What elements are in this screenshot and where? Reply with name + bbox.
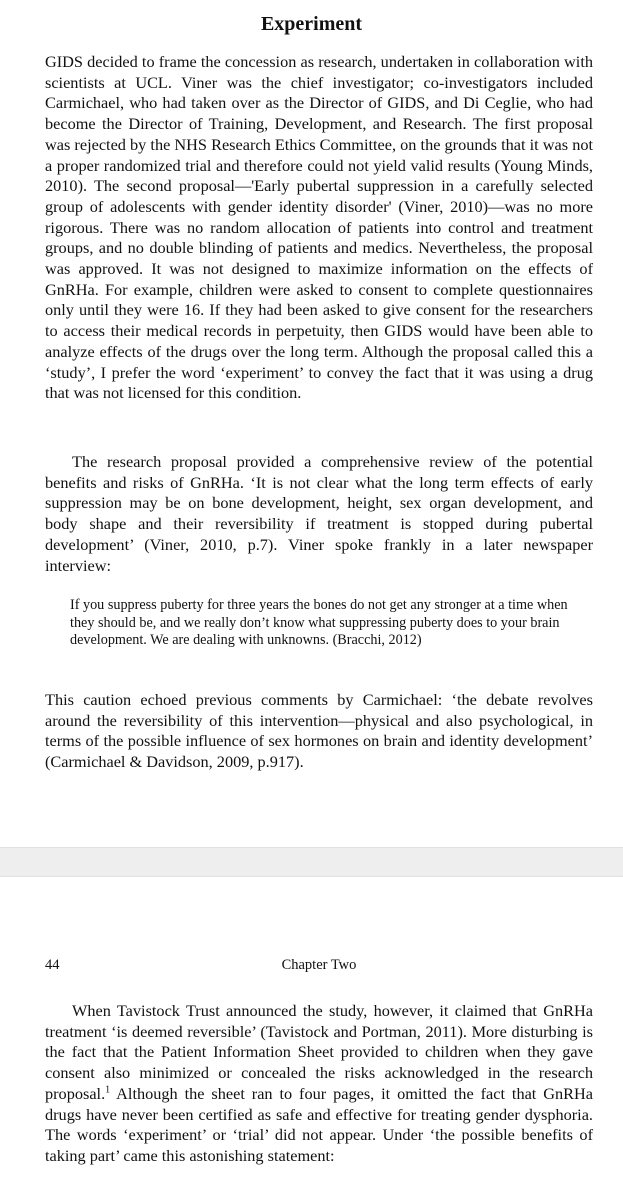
block-quote: If you suppress puberty for three years the bones do not get any stronger at a time when they should be, and we really don’t know what suppressing puberty does to your brain development. We are dealing with unknowns. (Bracchi, 2012) [70, 597, 568, 649]
section-heading: Experiment [260, 13, 363, 35]
footnote-marker[interactable]: 1 [105, 1084, 111, 1096]
chapter-title: Chapter Two [281, 957, 357, 973]
body-paragraph-2: The research proposal provided a comprehensive review of the potential benefits and risks of GnRHa. ‘It is not clear what the long term effects of early suppression may be on bone development, height, sex organ development, and body shape and their reversibility if treatment is stopped during pubertal development’ (Viner, 2010, p.7). Viner spoke frankly in a later newspaper interview: [45, 452, 593, 575]
paragraph-text-before-note: When Tavistock Trust announced the study, however, it claimed that GnRHa treatment ‘is deemed reversible’ (Tavistock and Portman, 2011). More disturbing is the fact that the Patient Information Sheet provided to children when they gave consent also minimized or concealed the risks acknowledged in the research proposal. [45, 1001, 593, 1103]
body-paragraph-4 [45, 1001, 593, 1167]
body-paragraph-3: This caution echoed previous comments by Carmichael: ‘the debate revolves around the reversibility of this intervention—physical and also psychological, in terms of the possible influence of sex hormones on brain and identity development’ (Carmichael & Davidson, 2009, p.917). [45, 690, 593, 772]
book-page-lower [0, 877, 623, 1200]
page-number: 44 [45, 957, 60, 973]
paragraph-text-after-note: Although the sheet ran to four pages, it omitted the fact that GnRHa drugs have never been certified as safe and effective for treating gender dysphoria. The words ‘experiment’ or ‘trial’ did not appear. Under ‘the possible benefits of taking part’ came this astonishing statement: [45, 1083, 593, 1165]
body-paragraph-1: GIDS decided to frame the concession as research, undertaken in collaboration with scientists at UCL. Viner was the chief investigator; co-investigators included Carmichael, who had taken over as the Director of GIDS, and Di Ceglie, who had become the Director of Training, Development, and Research. The first proposal was rejected by the NHS Research Ethics Committee, on the grounds that it was not a proper randomized trial and therefore could not yield valid results (Young Minds, 2010). The second proposal—'Early pubertal suppression in a carefully selected group of adolescents with gender identity disorder' (Viner, 2010)—was no more rigorous. There was no random allocation of patients into control and treatment groups, and no double blinding of patients and medics. Nevertheless, the proposal was approved. It was not designed to maximize information on the effects of GnRHa. For example, children were asked to consent to complete questionnaires only until they were 16. If they had been asked to give consent for the researchers to access their medical records in perpetuity, then GIDS would have been able to analyze effects of the drugs over the long term. Although the proposal called this a ‘study’, I prefer the word ‘experiment’ to convey the fact that it was using a drug that was not licensed for this condition. [45, 52, 593, 403]
page-separator [0, 847, 623, 877]
